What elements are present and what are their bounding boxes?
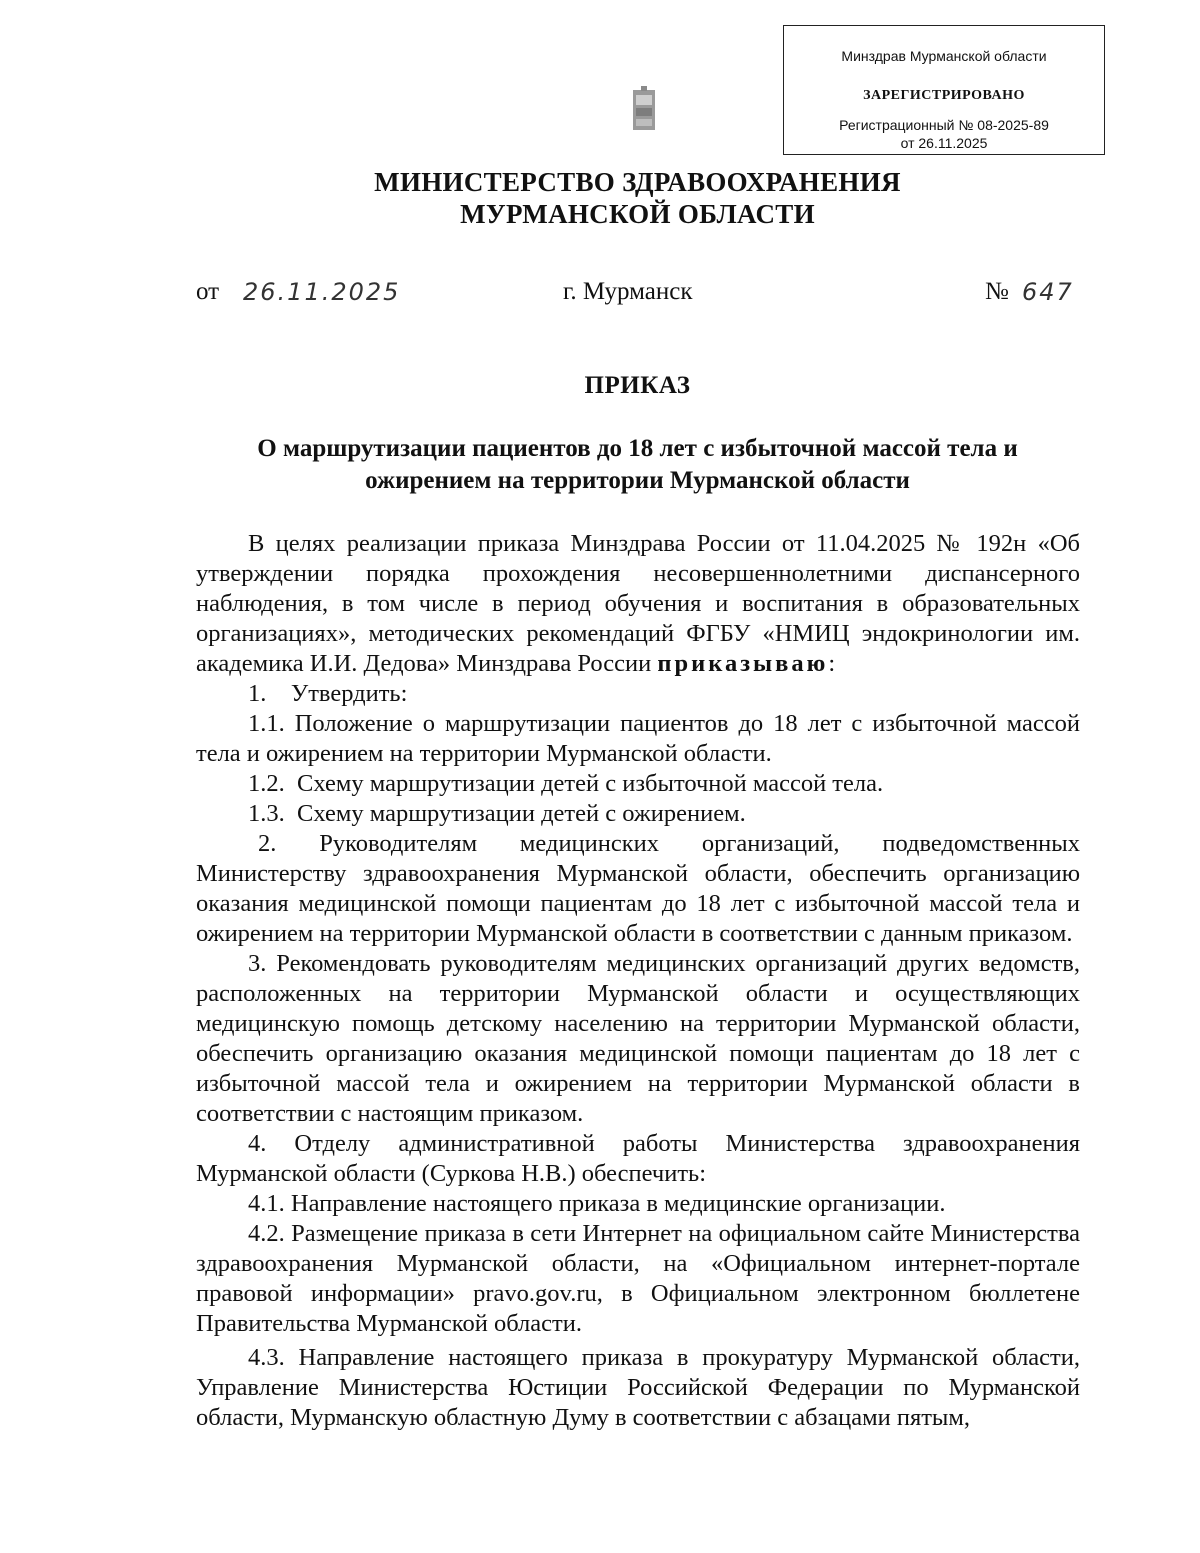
list-item: 2. Руководителям медицинских организаций, подведомственных Министерству здравоохранения Мурманской области, обеспечить организацию оказания медицинской помощи пациентам до 18 лет с избыточной массой тела и ожирением на территории Мурманской области в соответствии с данным приказом. [196,830,1080,947]
list-item: 4.3. Направление настоящего приказа в прокуратуру Мурманской области, Управление Министерства Юстиции Российской Федерации по Мурманской области, Мурманскую областную Думу в соответствии с абзацами пятым, [196,1344,1080,1431]
list-item: 4.2. Размещение приказа в сети Интернет на официальном сайте Министерства здравоохранения Мурманской области, на «Официальном интернет-портале правовой информации» pravo.gov.ru, в Официальном электронном бюллетене Правительства Мурманской области. [196,1220,1080,1337]
number-label: № [985,278,1009,305]
subject-line1: О маршрутизации пациентов до 18 лет с избыточной массой тела и [257,435,1018,462]
intro-paragraph [196,529,1080,679]
list-item: 4. Отделу административной работы Министерства здравоохранения Мурманской области (Суркова Н.В.) обеспечить: [196,1130,1080,1187]
list-item: 4.1. Направление настоящего приказа в медицинские организации. [248,1190,946,1217]
ministry-name-line2: МУРМАНСКОЙ ОБЛАСТИ [460,199,815,229]
stamp-reg-number: Регистрационный № 08-2025-89 [839,117,1049,133]
registration-stamp [783,25,1105,155]
from-label: от [196,278,220,305]
handwritten-number: 647 [1022,278,1074,306]
handwritten-date: 26.11.2025 [243,278,401,306]
stamp-status: ЗАРЕГИСТРИРОВАНО [863,88,1025,103]
list-item: 1.1. Положение о маршрутизации пациентов до 18 лет с избыточной массой тела и ожирением на территории Мурманской области. [196,710,1080,767]
stamp-org: Минздрав Мурманской области [841,48,1047,64]
intro-verb: приказываю [657,650,829,677]
document-type: ПРИКАЗ [584,372,691,399]
list-item: 1. Утвердить: [248,680,408,707]
list-item: 3. Рекомендовать руководителям медицинских организаций других ведомств, расположенных на территории Мурманской области и осуществляющих медицинскую помощь детскому населению на территории Мурманской области, обеспечить организацию оказания медицинской помощи пациентам до 18 лет с избыточной массой тела и ожирением на территории Мурманской области в соответствии с настоящим приказом. [196,950,1080,1127]
list-item: 1.2. Схему маршрутизации детей с избыточной массой тела. [248,770,884,797]
subject-line2: ожирением на территории Мурманской области [365,467,910,494]
document-body [196,529,1080,1433]
list-item: 1.3. Схему маршрутизации детей с ожирением. [248,800,746,827]
ministry-name-line1: МИНИСТЕРСТВО ЗДРАВООХРАНЕНИЯ [374,167,901,197]
coat-of-arms-icon [631,86,657,134]
intro-text: В целях реализации приказа Минздрава России от 11.04.2025 № 192н «Об утверждении порядка прохождения несовершеннолетними диспансерного наблюдения, в том числе в период обучения и воспитания в образовательных организациях», методических рекомендаций ФГБУ «НМИЦ эндокринологии им. академика И.И. Дедова» Минздрава России [196,530,1080,677]
city: г. Мурманск [563,278,693,305]
intro-end: : [828,650,836,677]
stamp-reg-date: от 26.11.2025 [900,135,988,151]
